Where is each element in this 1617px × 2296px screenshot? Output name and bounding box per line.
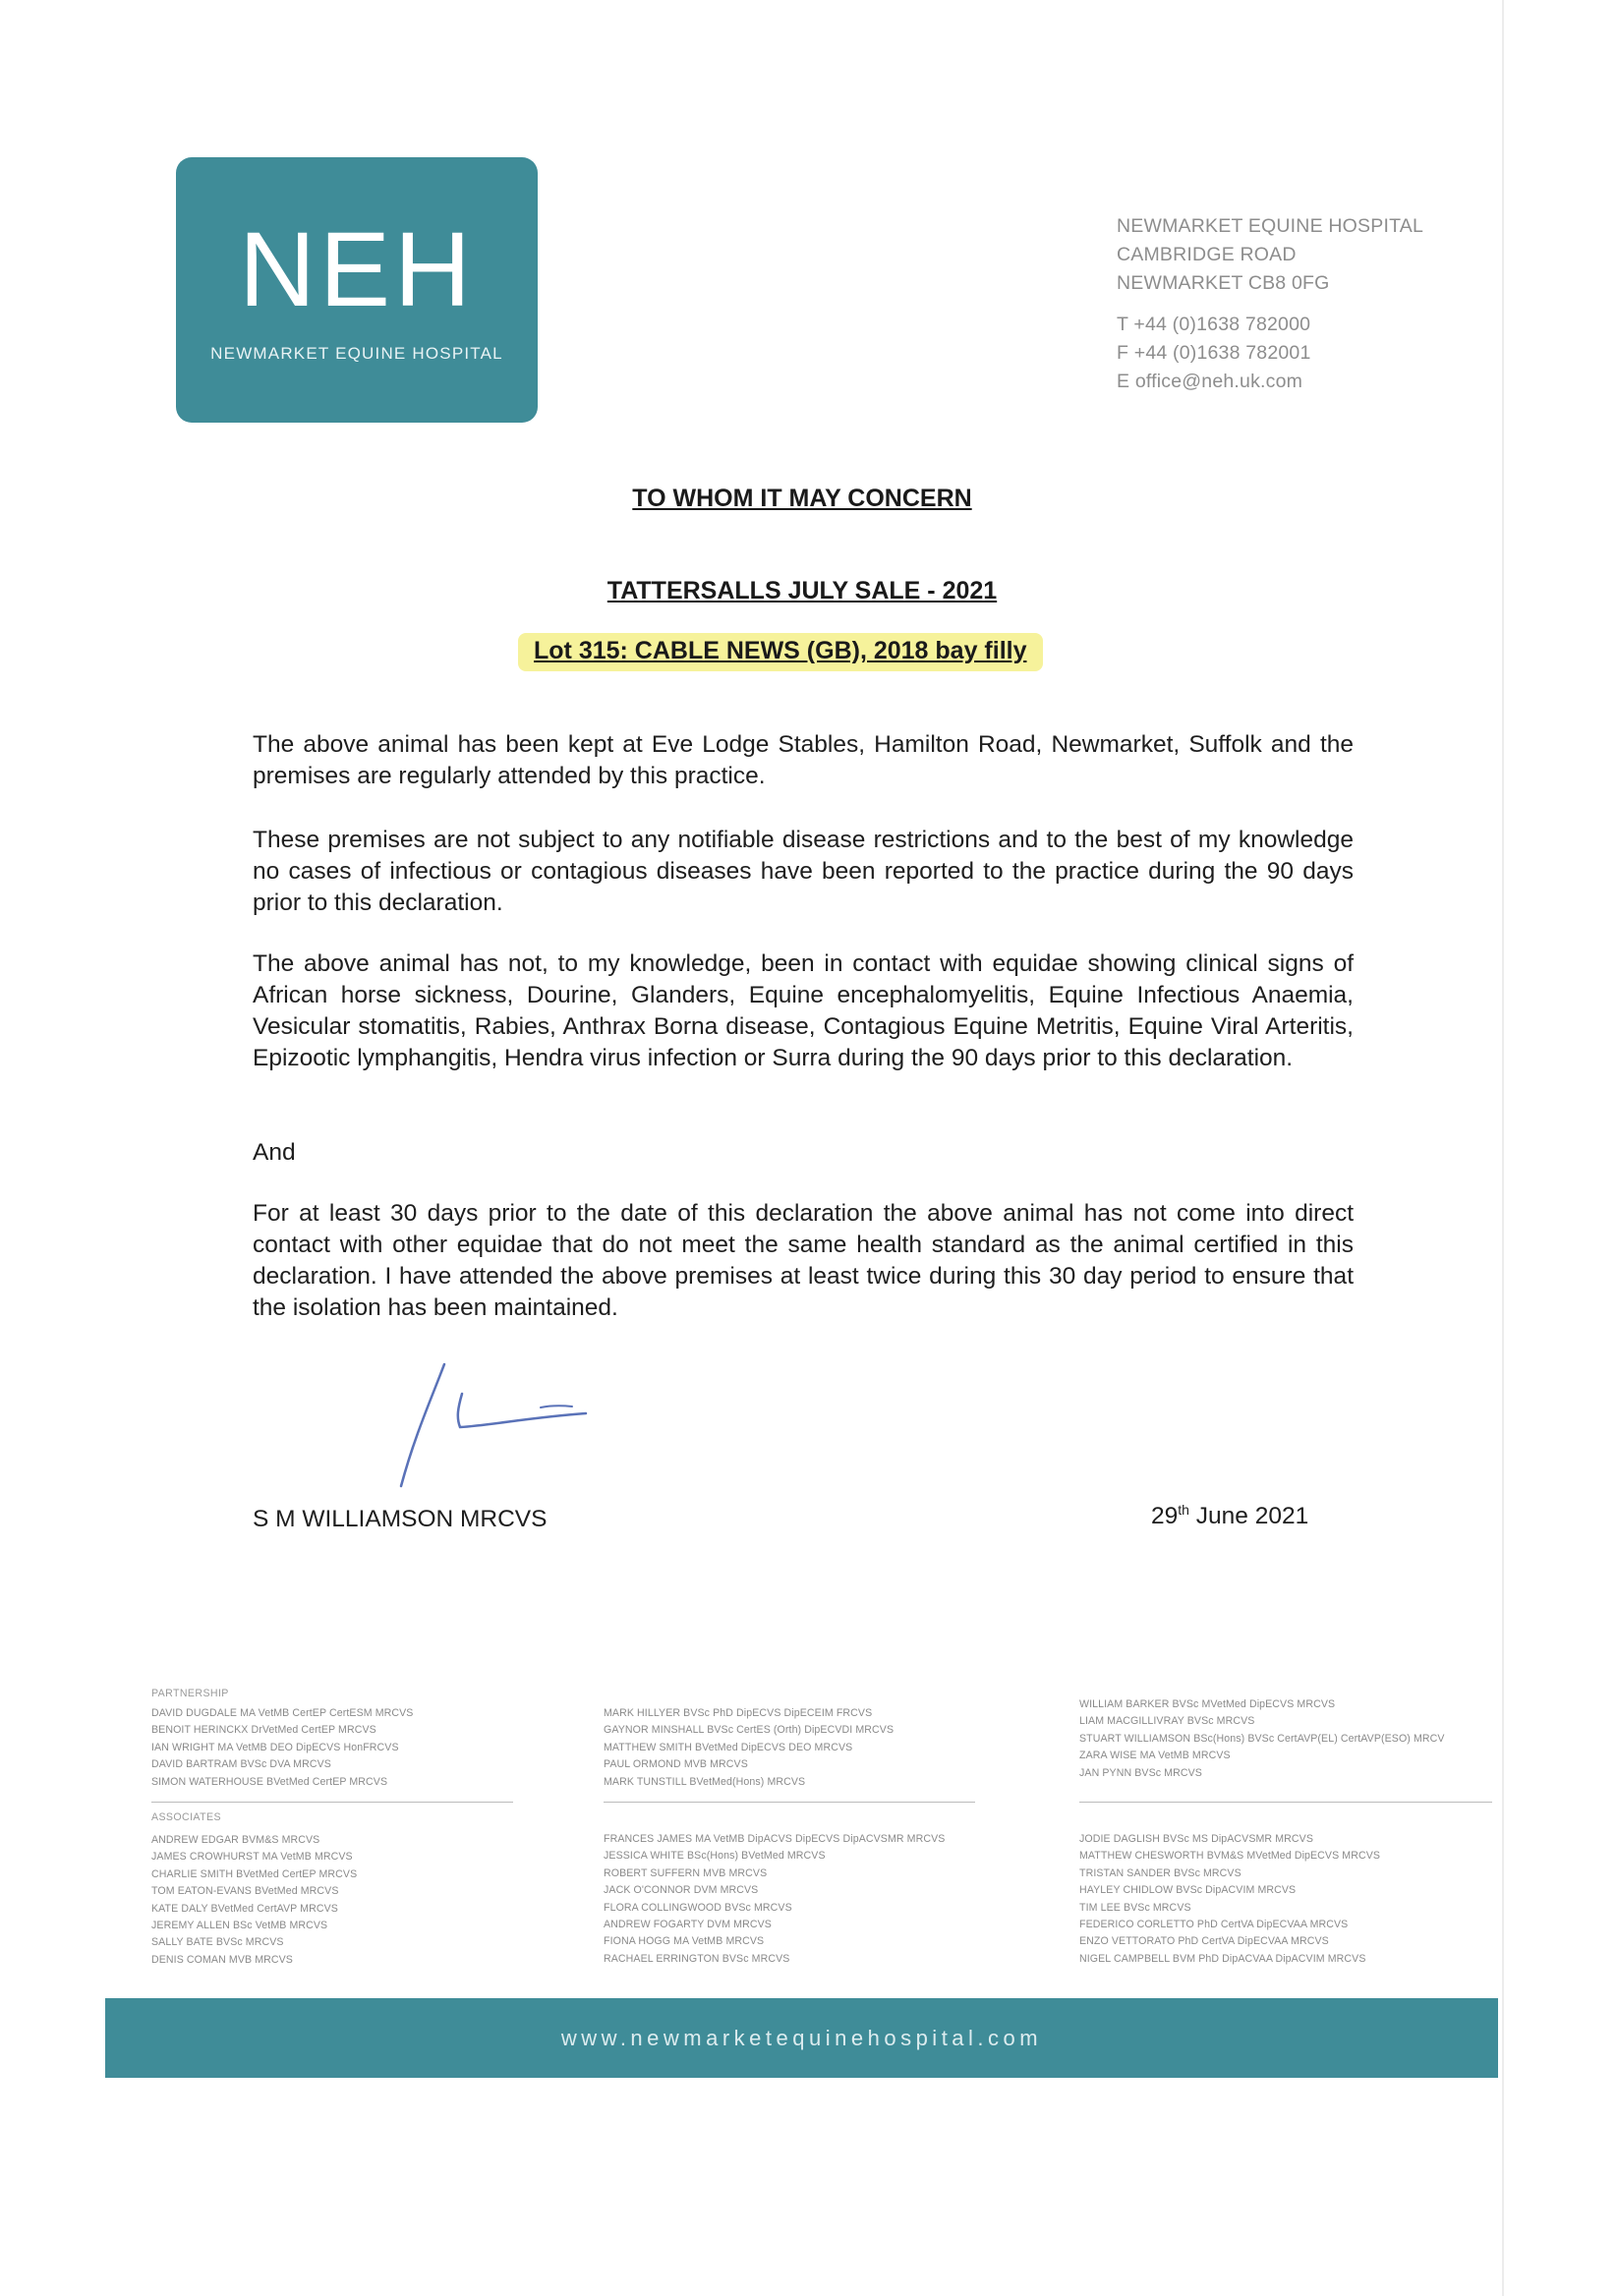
- staff-entry: KATE DALY BVetMed CertAVP MRCVS: [151, 1902, 338, 1915]
- staff-entry: FRANCES JAMES MA VetMB DipACVS DipECVS DipACVSMR MRCVS: [604, 1833, 946, 1845]
- date-day: 29: [1151, 1503, 1179, 1530]
- paragraph-and: And: [253, 1139, 296, 1166]
- staff-entry: ANDREW EDGAR BVM&S MRCVS: [151, 1834, 320, 1846]
- staff-entry: JESSICA WHITE BSc(Hons) BVetMed MRCVS: [604, 1850, 826, 1863]
- staff-entry: JEREMY ALLEN BSc VetMB MRCVS: [151, 1920, 328, 1932]
- staff-entry: BENOIT HERINCKX DrVetMed CertEP MRCVS: [151, 1724, 376, 1737]
- partnership-label: PARTNERSHIP: [151, 1688, 229, 1699]
- address-fax: F +44 (0)1638 782001: [1117, 342, 1311, 364]
- staff-entry: HAYLEY CHIDLOW BVSc DipACVIM MRCVS: [1079, 1884, 1297, 1897]
- associates-label: ASSOCIATES: [151, 1811, 221, 1823]
- staff-entry: CHARLIE SMITH BVetMed CertEP MRCVS: [151, 1867, 358, 1880]
- staff-divider: [604, 1802, 975, 1803]
- staff-entry: JAMES CROWHURST MA VetMB MRCVS: [151, 1851, 353, 1864]
- lot-heading: Lot 315: CABLE NEWS (GB), 2018 bay filly: [518, 633, 1043, 671]
- logo-subtitle: NEWMARKET EQUINE HOSPITAL: [210, 344, 503, 363]
- staff-entry: STUART WILLIAMSON BSc(Hons) BVSc CertAVP(EL) CertAVP(ESO) MRCV: [1079, 1732, 1445, 1745]
- partners-column-1: [151, 1705, 413, 1791]
- staff-entry: FIONA HOGG MA VetMB MRCVS: [604, 1935, 765, 1948]
- staff-entry: MARK HILLYER BVSc PhD DipECVS DipECEIM FRCVS: [604, 1707, 873, 1719]
- staff-entry: TIM LEE BVSc MRCVS: [1079, 1901, 1191, 1914]
- staff-entry: DAVID DUGDALE MA VetMB CertEP CertESM MRCVS: [151, 1707, 414, 1719]
- sale-heading: TATTERSALLS JULY SALE - 2021: [606, 577, 998, 604]
- address-line-2: CAMBRIDGE ROAD: [1117, 244, 1297, 265]
- address-line-1: NEWMARKET EQUINE HOSPITAL: [1117, 215, 1423, 237]
- staff-entry: SIMON WATERHOUSE BVetMed CertEP MRCVS: [151, 1775, 388, 1788]
- staff-entry: SALLY BATE BVSc MRCVS: [151, 1936, 284, 1949]
- footer-website-link[interactable]: www.newmarketequinehospital.com: [560, 2025, 1043, 2050]
- staff-entry: MARK TUNSTILL BVetMed(Hons) MRCVS: [604, 1775, 806, 1788]
- staff-entry: ZARA WISE MA VetMB MRCVS: [1079, 1750, 1231, 1762]
- staff-entry: MATTHEW CHESWORTH BVM&S MVetMed DipECVS MRCVS: [1079, 1850, 1381, 1863]
- address-telephone: T +44 (0)1638 782000: [1117, 314, 1311, 335]
- paragraph-premises: The above animal has been kept at Eve Lodge Stables, Hamilton Road, Newmarket, Suffolk and the premises are regularly attended by this practice.: [253, 731, 1354, 789]
- address-line-3: NEWMARKET CB8 0FG: [1117, 272, 1330, 294]
- date-month-year: June 2021: [1188, 1503, 1309, 1530]
- staff-entry: RACHAEL ERRINGTON BVSc MRCVS: [604, 1952, 790, 1965]
- date-suffix: th: [1178, 1502, 1189, 1518]
- staff-entry: LIAM MACGILLIVRAY BVSc MRCVS: [1079, 1715, 1255, 1728]
- neh-logo: [176, 157, 538, 423]
- handwritten-signature: [383, 1356, 600, 1494]
- partners-column-2: [604, 1705, 894, 1791]
- staff-entry: PAUL ORMOND MVB MRCVS: [604, 1758, 748, 1771]
- staff-entry: JODIE DAGLISH BVSc MS DipACVSMR MRCVS: [1079, 1833, 1313, 1845]
- page-edge-line: [1502, 0, 1504, 2296]
- staff-entry: JACK O'CONNOR DVM MRCVS: [604, 1884, 759, 1897]
- associates-column-3: [1079, 1831, 1380, 1968]
- staff-entry: ENZO VETTORATO PhD CertVA DipECVAA MRCVS: [1079, 1935, 1329, 1948]
- staff-entry: ROBERT SUFFERN MVB MRCVS: [604, 1866, 768, 1879]
- partners-column-3: [1079, 1696, 1445, 1782]
- salutation-heading: TO WHOM IT MAY CONCERN: [632, 485, 972, 512]
- staff-entry: TRISTAN SANDER BVSc MRCVS: [1079, 1866, 1242, 1879]
- staff-divider: [1079, 1802, 1492, 1803]
- staff-entry: TOM EATON-EVANS BVetMed MRCVS: [151, 1885, 339, 1898]
- staff-entry: JAN PYNN BVSc MRCVS: [1079, 1766, 1202, 1779]
- address-block: [1117, 212, 1480, 396]
- associates-column-1: [151, 1832, 357, 1969]
- logo-mark: NEH: [238, 209, 476, 328]
- footer-bar: [105, 1998, 1498, 2078]
- address-email: E office@neh.uk.com: [1117, 371, 1303, 392]
- staff-divider: [151, 1802, 513, 1803]
- staff-entry: DAVID BARTRAM BVSc DVA MRCVS: [151, 1758, 331, 1771]
- staff-entry: DENIS COMAN MVB MRCVS: [151, 1953, 293, 1966]
- staff-entry: IAN WRIGHT MA VetMB DEO DipECVS HonFRCVS: [151, 1741, 399, 1753]
- lot-heading-wrap: [518, 633, 1043, 671]
- staff-entry: FEDERICO CORLETTO PhD CertVA DipECVAA MRCVS: [1079, 1919, 1349, 1931]
- signer-name: S M WILLIAMSON MRCVS: [253, 1506, 548, 1532]
- associates-column-2: [604, 1831, 945, 1968]
- letter-date: [1151, 1502, 1308, 1530]
- staff-entry: FLORA COLLINGWOOD BVSc MRCVS: [604, 1901, 792, 1914]
- paragraph-diseases: The above animal has not, to my knowledge, been in contact with equidae showing clinical signs of African horse sickness, Dourine, Glanders, Equine encephalomyelitis, Equine Infectious Anaemia, Vesicular stomatitis, Rabies, Anthrax Borna disease, Contagious Equine Metritis, Equine Viral Arteritis, Epizootic lymphangitis, Hendra virus infection or Surra during the 90 days prior to this declaration.: [253, 950, 1354, 1071]
- paragraph-isolation: For at least 30 days prior to the date of this declaration the above animal has not come into direct contact with other equidae that do not meet the same health standard as the animal certified in this declaration. I have attended the above premises at least twice during this 30 day period to ensure that the isolation has been maintained.: [253, 1200, 1354, 1321]
- staff-entry: WILLIAM BARKER BVSc MVetMed DipECVS MRCVS: [1079, 1698, 1336, 1710]
- staff-entry: MATTHEW SMITH BVetMed DipECVS DEO MRCVS: [604, 1741, 853, 1753]
- staff-entry: NIGEL CAMPBELL BVM PhD DipACVAA DipACVIM MRCVS: [1079, 1952, 1366, 1965]
- paragraph-restrictions: These premises are not subject to any notifiable disease restrictions and to the best of my knowledge no cases of infectious or contagious diseases have been reported to the practice during the 90 days prior to this declaration.: [253, 827, 1354, 916]
- staff-entry: ANDREW FOGARTY DVM MRCVS: [604, 1919, 772, 1931]
- staff-entry: GAYNOR MINSHALL BVSc CertES (Orth) DipECVDI MRCVS: [604, 1724, 895, 1737]
